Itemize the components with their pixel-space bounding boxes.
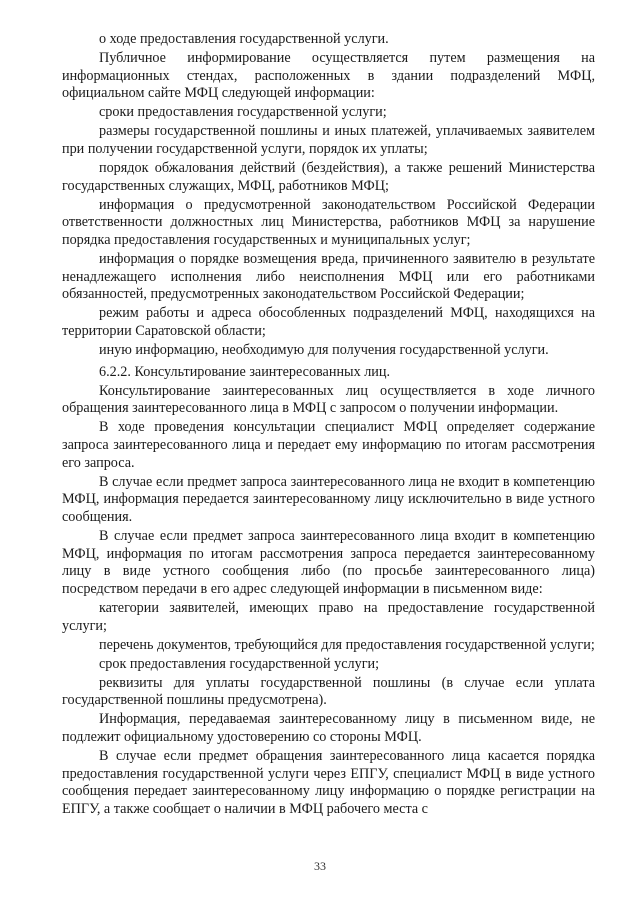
paragraph-13: В случае если предмет запроса заинтересованного лица не входит в компетенцию МФЦ, информация передается заинтересованному лицу исключительно в виде устного сообщения. [62,473,595,525]
paragraph-18: реквизиты для уплаты государственной пошлины (в случае если уплата государственной пошлины предусмотрена). [62,674,595,709]
paragraph-6: информация о предусмотренной законодательством Российской Федерации ответственности должностных лиц Министерства, работников МФЦ за нарушение порядка предоставления государственных и муниципальных услуг; [62,196,595,249]
paragraph-8: режим работы и адреса обособленных подразделений МФЦ, находящихся на территории Саратовской области; [62,305,595,339]
paragraph-3: сроки предоставления государственной услуги; [99,104,387,121]
paragraph-11: Консультирование заинтересованных лиц осуществляется в ходе личного обращения заинтересованного лица в МФЦ с запросом о получении информации. [62,382,595,417]
paragraph-1: о ходе предоставления государственной услуги. [99,31,389,47]
paragraph-15: категории заявителей, имеющих право на предоставление государственной услуги; [62,599,595,634]
paragraph-9: иную информацию, необходимую для получения государственной услуги. [99,342,549,359]
paragraph-4: размеры государственной пошлины и иных платежей, уплачиваемых заявителем при получении государственной услуги, порядок их уплаты; [62,123,595,158]
page-number: 33 [314,859,326,873]
paragraph-17: срок предоставления государственной услуги; [99,655,380,672]
paragraph-12: В ходе проведения консультации специалист МФЦ определяет содержание запроса заинтересованного лица и передает ему информацию по итогам рассмотрения его запроса. [62,419,595,471]
paragraph-16: перечень документов, требующийся для предоставления государственной услуги; [99,636,595,653]
paragraph-5: порядок обжалования действий (бездействия), а также решений Министерства государственных служащих, МФЦ, работников МФЦ; [62,160,595,194]
section-heading: 6.2.2. Консультирование заинтересованных лиц. [99,363,391,380]
document-page [62,31,595,820]
paragraph-20: В случае если предмет обращения заинтересованного лица касается порядка предоставления государственной услуги через ЕПГУ, специалист МФЦ в виде устного сообщения передает заинтересованному лицу информацию о порядке регистрации на ЕПГУ, а также сообщает о наличии в МФЦ рабочего места с [62,748,595,817]
paragraph-19: Информация, передаваемая заинтересованному лицу в письменном виде, не подлежит официальному удостоверению со стороны МФЦ. [62,711,595,746]
paragraph-2: Публичное информирование осуществляется путем размещения на информационных стендах, расположенных в здании подразделений МФЦ, официальном сайте МФЦ следующей информации: [62,50,595,102]
paragraph-7: информация о порядке возмещения вреда, причиненного заявителю в результате ненадлежащего исполнения либо неисполнения МФЦ или его работниками обязанностей, предусмотренных законодательством Российской Федерации; [62,251,595,303]
paragraph-14: В случае если предмет запроса заинтересованного лица входит в компетенцию МФЦ, информация по итогам рассмотрения запроса передается заинтересованному лицу в виде устного сообщения либо (по просьбе заинтересованного лица) посредством передачи в его адрес следующей информации в письменном виде: [62,528,595,597]
